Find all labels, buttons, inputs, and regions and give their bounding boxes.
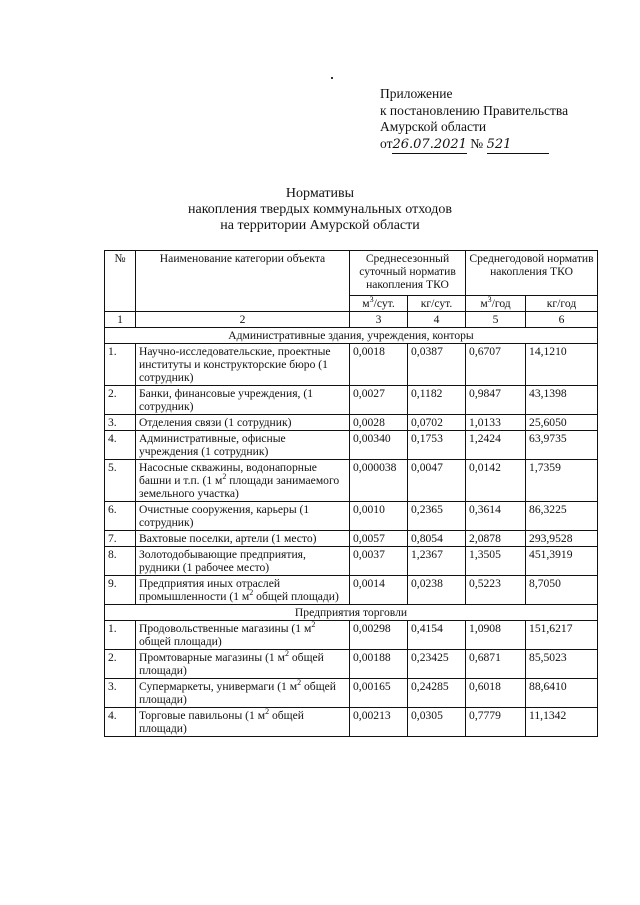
- table-row: [105, 621, 598, 650]
- value-kg-day: 0,8054: [408, 531, 466, 547]
- number-sign: №: [470, 135, 484, 151]
- value-m3-year: 0,3614: [466, 502, 526, 531]
- table-row: [105, 650, 598, 679]
- value-m3-year: 2,0878: [466, 531, 526, 547]
- value-kg-year: 25,6050: [526, 415, 598, 431]
- value-m3-day: 0,00165: [350, 679, 408, 708]
- row-number: 8.: [105, 547, 136, 576]
- title-line-3: на территории Амурской области: [220, 218, 420, 233]
- value-kg-day: 0,1753: [408, 431, 466, 460]
- appendix-block: [380, 86, 568, 154]
- document-title: [0, 186, 640, 234]
- value-m3-year: 0,0142: [466, 460, 526, 502]
- row-name: Супермаркеты, универмаги (1 $м^2$ общей площади): [136, 679, 350, 708]
- value-kg-day: 0,0047: [408, 460, 466, 502]
- header-seasonal: Среднесезонный суточный норматив накопления ТКО: [350, 251, 466, 296]
- value-m3-day: 0,0037: [350, 547, 408, 576]
- appendix-line-1: Приложение: [380, 86, 453, 101]
- row-name: Научно-исследовательские, проектные институты и конструкторские бюро (1 сотрудник): [136, 344, 350, 386]
- value-kg-day: 0,24285: [408, 679, 466, 708]
- value-kg-year: 63,9735: [526, 431, 598, 460]
- section-row: [105, 328, 598, 344]
- value-kg-day: 0,4154: [408, 621, 466, 650]
- row-number: 4.: [105, 431, 136, 460]
- value-m3-year: 0,7779: [466, 708, 526, 737]
- col-number: 4: [408, 312, 466, 328]
- value-m3-year: 1,0908: [466, 621, 526, 650]
- value-kg-day: 0,0387: [408, 344, 466, 386]
- section-title: Административные здания, учреждения, конторы: [105, 328, 598, 344]
- row-number: 7.: [105, 531, 136, 547]
- row-name: Очистные сооружения, карьеры (1 сотрудник): [136, 502, 350, 531]
- date-value: 26.07.2021: [392, 137, 466, 155]
- value-m3-year: 0,6871: [466, 650, 526, 679]
- value-kg-year: 8,7050: [526, 576, 598, 605]
- table-body: [105, 328, 598, 737]
- col-number: 1: [105, 312, 136, 328]
- value-kg-day: 0,0305: [408, 708, 466, 737]
- row-name: Золотодобывающие предприятия, рудники (1 рабочее место): [136, 547, 350, 576]
- row-number: 5.: [105, 460, 136, 502]
- row-name: Торговые павильоны (1 $м^2$ общей площади): [136, 708, 350, 737]
- row-number: 3.: [105, 415, 136, 431]
- number-value: 521: [487, 137, 549, 155]
- value-m3-day: 0,00340: [350, 431, 408, 460]
- value-kg-day: 0,23425: [408, 650, 466, 679]
- value-kg-day: 1,2367: [408, 547, 466, 576]
- value-kg-year: 88,6410: [526, 679, 598, 708]
- row-number: 6.: [105, 502, 136, 531]
- value-m3-day: 0,000038: [350, 460, 408, 502]
- value-kg-day: 0,1182: [408, 386, 466, 415]
- table-row: [105, 344, 598, 386]
- value-m3-day: 0,0027: [350, 386, 408, 415]
- table-row: [105, 386, 598, 415]
- table-row: [105, 679, 598, 708]
- row-name: Банки, финансовые учреждения, (1 сотрудник): [136, 386, 350, 415]
- table-row: [105, 460, 598, 502]
- section-row: [105, 605, 598, 621]
- col-number: 5: [466, 312, 526, 328]
- table-row: [105, 708, 598, 737]
- row-name: Промтоварные магазины (1 $м^2$ общей площади): [136, 650, 350, 679]
- value-kg-day: 0,0702: [408, 415, 466, 431]
- row-name: Продовольственные магазины (1 $м^2$ общей площади): [136, 621, 350, 650]
- table-header: [105, 251, 598, 328]
- value-kg-year: 86,3225: [526, 502, 598, 531]
- row-name: Насосные скважины, водонапорные башни и т.п. (1 $м^2$ площади занимаемого земельного участка): [136, 460, 350, 502]
- value-m3-day: 0,0028: [350, 415, 408, 431]
- header-unit-m3-day: $м^3$/сут.: [350, 296, 408, 312]
- value-m3-day: 0,0057: [350, 531, 408, 547]
- header-unit-m3-year: $м^3$/год: [466, 296, 526, 312]
- value-m3-year: 1,0133: [466, 415, 526, 431]
- table-row: [105, 547, 598, 576]
- value-kg-year: 293,9528: [526, 531, 598, 547]
- row-name: Предприятия иных отраслей промышленности (1 $м^2$ общей площади): [136, 576, 350, 605]
- value-m3-year: 0,6018: [466, 679, 526, 708]
- norms-table: [104, 250, 598, 737]
- column-number-row: [105, 312, 598, 328]
- value-kg-year: 11,1342: [526, 708, 598, 737]
- header-unit-kg-day: кг/сут.: [408, 296, 466, 312]
- value-kg-year: 43,1398: [526, 386, 598, 415]
- table-row: [105, 502, 598, 531]
- col-number: 2: [136, 312, 350, 328]
- row-number: 1.: [105, 621, 136, 650]
- section-title: Предприятия торговли: [105, 605, 598, 621]
- value-m3-day: 0,0010: [350, 502, 408, 531]
- value-kg-year: 14,1210: [526, 344, 598, 386]
- header-name: Наименование категории объекта: [136, 251, 350, 312]
- row-number: 3.: [105, 679, 136, 708]
- value-m3-year: 1,3505: [466, 547, 526, 576]
- row-number: 2.: [105, 386, 136, 415]
- appendix-line-3: Амурской области: [380, 119, 487, 134]
- appendix-date-line: [380, 136, 568, 155]
- value-m3-day: 0,00298: [350, 621, 408, 650]
- value-kg-year: 151,6217: [526, 621, 598, 650]
- value-kg-year: 85,5023: [526, 650, 598, 679]
- value-m3-year: 1,2424: [466, 431, 526, 460]
- value-kg-year: 1,7359: [526, 460, 598, 502]
- title-line-2: накопления твердых коммунальных отходов: [188, 202, 452, 217]
- header-annual: Среднегодовой норматив накопления ТКО: [466, 251, 598, 296]
- appendix-line-2: к постановлению Правительства: [380, 102, 569, 118]
- col-number: 3: [350, 312, 408, 328]
- table-row: [105, 415, 598, 431]
- header-unit-kg-year: кг/год: [526, 296, 598, 312]
- date-prefix: от: [380, 135, 393, 151]
- value-m3-day: 0,0014: [350, 576, 408, 605]
- col-number: 6: [526, 312, 598, 328]
- value-m3-day: 0,00188: [350, 650, 408, 679]
- value-kg-year: 451,3919: [526, 547, 598, 576]
- value-m3-day: 0,00213: [350, 708, 408, 737]
- table-row: [105, 531, 598, 547]
- table-row: [105, 576, 598, 605]
- row-number: 9.: [105, 576, 136, 605]
- row-name: Отделения связи (1 сотрудник): [136, 415, 350, 431]
- header-num: №: [105, 251, 136, 312]
- value-m3-day: 0,0018: [350, 344, 408, 386]
- table-row: [105, 431, 598, 460]
- row-number: 4.: [105, 708, 136, 737]
- row-number: 2.: [105, 650, 136, 679]
- scan-speck: [331, 77, 333, 79]
- row-number: 1.: [105, 344, 136, 386]
- row-name: Административные, офисные учреждения (1 сотрудник): [136, 431, 350, 460]
- title-line-1: Нормативы: [285, 186, 355, 201]
- value-m3-year: 0,6707: [466, 344, 526, 386]
- value-kg-day: 0,0238: [408, 576, 466, 605]
- value-m3-year: 0,5223: [466, 576, 526, 605]
- value-kg-day: 0,2365: [408, 502, 466, 531]
- row-name: Вахтовые поселки, артели (1 место): [136, 531, 350, 547]
- value-m3-year: 0,9847: [466, 386, 526, 415]
